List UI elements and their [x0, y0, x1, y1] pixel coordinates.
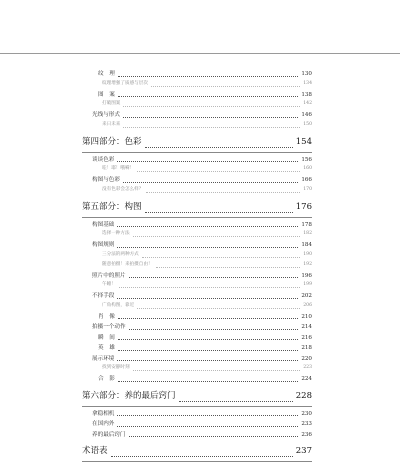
dot-leader — [118, 75, 299, 77]
toc-part-entry[interactable] — [82, 389, 312, 405]
toc-entry-page: 196 — [301, 272, 312, 279]
toc-entry-title: 找到安静时刻 — [102, 365, 130, 370]
toc-entry-title: 广角构图，靠近 — [102, 302, 135, 308]
dot-leader — [133, 369, 301, 371]
toc-entry-title: 第六部分：养的最后窍门 — [82, 390, 176, 401]
toc-part-entry[interactable] — [82, 444, 312, 460]
dot-leader — [123, 116, 298, 118]
dot-leader — [118, 317, 299, 319]
dot-leader — [137, 307, 300, 309]
toc-entry-title: 光线与形式 — [92, 112, 120, 118]
toc-entry-title: 选择一种方法 — [102, 231, 130, 236]
toc-entry-page: 160 — [303, 166, 312, 171]
dot-leader — [118, 338, 299, 340]
toc-section-entry[interactable] — [82, 354, 312, 365]
toc-entry-page: 156 — [301, 156, 312, 163]
toc-entry-page: 150 — [303, 121, 312, 127]
dot-leader — [111, 455, 293, 457]
dot-leader — [133, 235, 301, 237]
toc-entry-page: 210 — [301, 313, 312, 320]
dot-leader — [117, 225, 298, 227]
toc-entry-page: 233 — [301, 421, 312, 427]
toc-entry-page: 206 — [303, 302, 312, 308]
toc-entry-title: 拍摄一个动作 — [92, 324, 126, 330]
dot-leader — [123, 181, 298, 183]
toc-entry-page: 138 — [301, 91, 312, 98]
toc-entry-page: 192 — [303, 261, 312, 267]
table-of-contents — [82, 69, 312, 464]
toc-subsection-entry[interactable] — [82, 261, 312, 271]
toc-entry-page: 223 — [303, 365, 312, 370]
toc-subsection-entry[interactable] — [82, 302, 312, 312]
dot-leader — [129, 276, 299, 278]
header-rule — [0, 53, 400, 54]
dot-leader — [129, 328, 299, 330]
toc-entry-title: 没有色彩会怎么样？ — [102, 186, 144, 192]
dot-leader — [118, 95, 299, 97]
toc-entry-title: 图 案 — [98, 91, 115, 98]
toc-section-entry[interactable] — [82, 175, 312, 186]
toc-section-entry[interactable] — [82, 90, 312, 101]
toc-subsection-entry[interactable] — [82, 281, 312, 291]
toc-entry-title: 谈谈色彩 — [92, 156, 115, 163]
toc-entry-page: 142 — [303, 101, 312, 106]
toc-part-entry[interactable] — [82, 200, 312, 216]
toc-section-entry[interactable] — [82, 312, 312, 323]
toc-section-entry[interactable] — [82, 110, 312, 121]
toc-part-entry[interactable] — [82, 135, 312, 151]
toc-entry-title: 构图与色彩 — [92, 177, 120, 183]
toc-subsection-entry[interactable] — [82, 364, 312, 374]
dot-leader — [119, 286, 300, 288]
toc-subsection-entry[interactable] — [82, 186, 312, 196]
toc-entry-title: 养的最后窍门 — [92, 431, 126, 438]
toc-entry-page: 220 — [301, 355, 312, 362]
toc-entry-page: 182 — [303, 231, 312, 236]
toc-entry-title: 拿稳相机 — [92, 410, 115, 417]
toc-section-entry[interactable] — [82, 69, 312, 80]
toc-entry-title: 构图基础 — [92, 221, 115, 228]
toc-entry-page: 230 — [301, 410, 312, 417]
toc-subsection-entry[interactable] — [82, 230, 312, 240]
toc-section-entry[interactable] — [82, 155, 312, 166]
toc-entry-page: 228 — [295, 390, 312, 401]
toc-entry-page: 166 — [301, 177, 312, 183]
dot-leader — [117, 414, 298, 416]
part-underline — [82, 461, 312, 462]
toc-entry-page: 216 — [301, 334, 312, 341]
toc-entry-title: 随意拍摄！来拍摄自由！ — [102, 261, 153, 267]
dot-leader — [117, 297, 298, 299]
toc-section-entry[interactable] — [82, 430, 312, 441]
part-underline — [82, 217, 312, 218]
toc-section-entry[interactable] — [82, 220, 312, 231]
dot-leader — [146, 191, 300, 193]
toc-entry-title: 展示环境 — [92, 355, 115, 362]
toc-entry-title: 不择手段 — [92, 293, 115, 299]
toc-entry-title: 术语表 — [82, 446, 108, 456]
toc-entry-title: 照片中的照片 — [92, 272, 126, 279]
toc-entry-page: 130 — [301, 71, 312, 77]
toc-entry-page: 214 — [301, 324, 312, 330]
dot-leader — [123, 126, 300, 128]
dot-leader — [156, 266, 301, 268]
toc-subsection-entry[interactable] — [82, 80, 312, 90]
dot-leader — [145, 211, 293, 213]
dot-leader — [118, 380, 299, 382]
toc-section-entry[interactable] — [82, 240, 312, 251]
dot-leader — [137, 170, 300, 172]
toc-entry-page: 154 — [295, 136, 312, 147]
toc-entry-title: 纹理增强了质感与层次 — [102, 80, 148, 86]
toc-entry-page: 170 — [303, 186, 312, 192]
toc-entry-title: 来日未来 — [102, 121, 121, 127]
toc-entry-page: 202 — [301, 293, 312, 299]
toc-entry-title: 合 影 — [98, 376, 115, 382]
toc-entry-title: 第五部分：构图 — [82, 201, 142, 212]
part-underline — [82, 406, 312, 407]
toc-entry-page: 236 — [301, 431, 312, 438]
dot-leader — [118, 349, 299, 351]
toc-entry-page: 134 — [303, 80, 312, 86]
toc-section-entry[interactable] — [82, 271, 312, 282]
toc-entry-title: 英 雄 — [98, 345, 115, 351]
toc-entry-page: 237 — [295, 446, 312, 456]
part-underline — [82, 152, 312, 153]
toc-entry-page: 199 — [303, 282, 312, 287]
toc-section-entry[interactable] — [82, 322, 312, 333]
toc-entry-page: 184 — [301, 242, 312, 248]
dot-leader — [145, 146, 293, 148]
toc-entry-title: 肖 像 — [98, 313, 115, 320]
dot-leader — [117, 160, 298, 162]
toc-entry-page: 178 — [301, 221, 312, 228]
toc-subsection-entry[interactable] — [82, 251, 312, 261]
toc-entry-title: 三分法的两种方式 — [102, 251, 139, 257]
dot-leader — [117, 359, 298, 361]
toc-entry-title: 午睡！ — [102, 282, 116, 287]
toc-subsection-entry[interactable] — [82, 165, 312, 175]
toc-entry-page: 146 — [301, 112, 312, 118]
toc-subsection-entry[interactable] — [82, 121, 312, 131]
dot-leader — [129, 435, 299, 437]
toc-entry-page: 190 — [303, 251, 312, 257]
dot-leader — [123, 105, 300, 107]
dot-leader — [142, 256, 300, 258]
toc-entry-title: 瞬 间 — [98, 334, 115, 341]
toc-section-entry[interactable] — [82, 419, 312, 430]
toc-entry-title: 纹 理 — [98, 71, 115, 77]
dot-leader — [151, 85, 300, 87]
toc-entry-title: 哇！耶！哦嗬！ — [102, 166, 135, 171]
toc-section-entry[interactable] — [82, 343, 312, 354]
toc-entry-title: 第四部分：色彩 — [82, 136, 142, 147]
toc-entry-title: 构图规则 — [92, 242, 115, 248]
toc-section-entry[interactable] — [82, 291, 312, 302]
toc-subsection-entry[interactable] — [82, 100, 312, 110]
dot-leader — [117, 425, 298, 427]
dot-leader — [117, 246, 298, 248]
toc-entry-page: 218 — [301, 345, 312, 351]
toc-entry-title: 打破图案 — [102, 101, 121, 106]
dot-leader — [179, 400, 293, 402]
toc-section-entry[interactable] — [82, 374, 312, 385]
toc-entry-page: 176 — [295, 201, 312, 212]
toc-entry-title: 在国内外 — [92, 421, 115, 427]
toc-section-entry[interactable] — [82, 333, 312, 344]
toc-entry-page: 224 — [301, 376, 312, 382]
